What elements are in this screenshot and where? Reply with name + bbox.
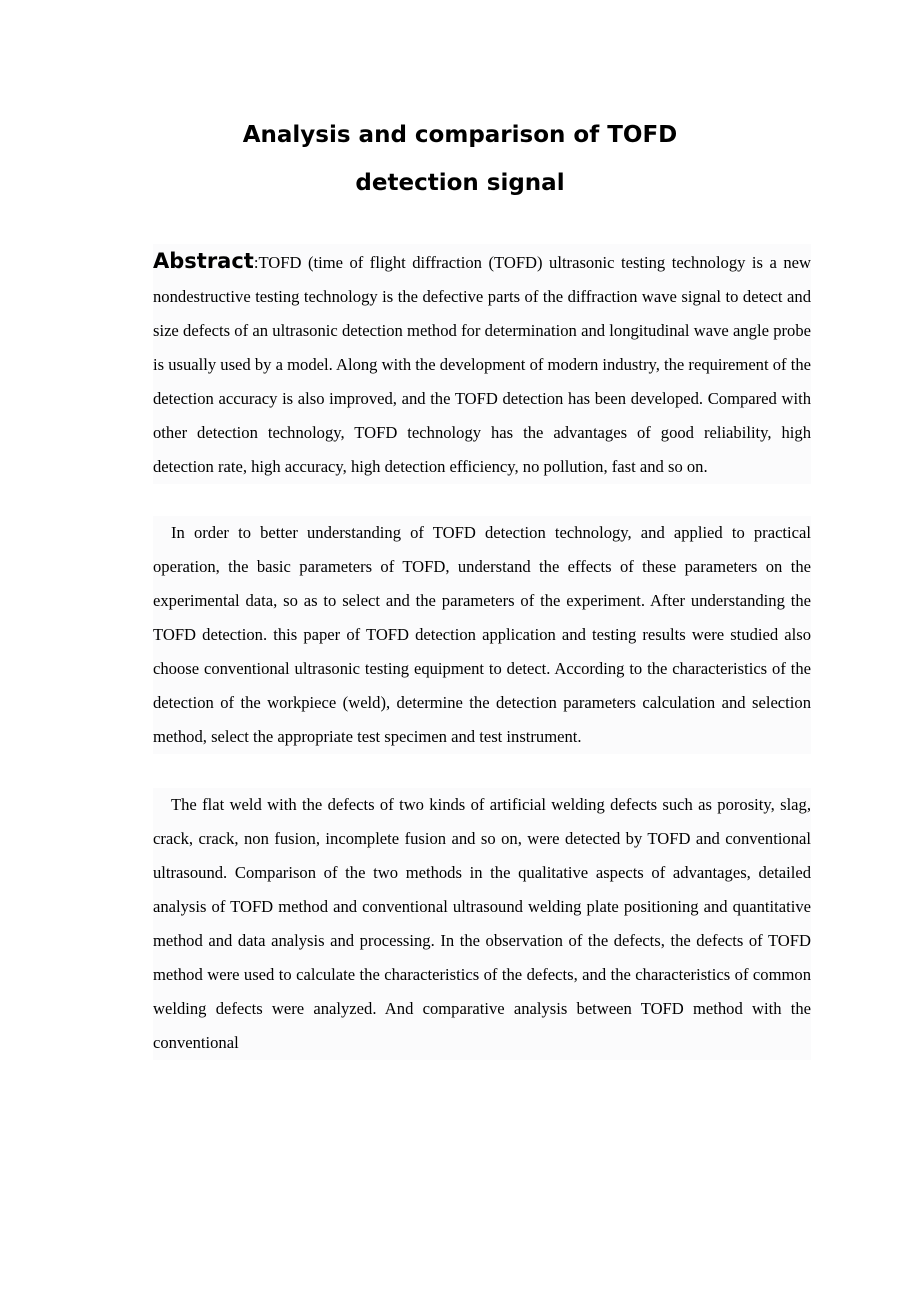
abstract-paragraph: [153, 244, 811, 484]
paragraph-3-text: The flat weld with the defects of two kinds of artificial welding defects such as porosity, slag, crack, crack, non fusion, incomplete fusion and so on, were detected by TOFD and conventional ultrasound. Comparison of the two methods in the qualitative aspects of advantages, detailed analysis of TOFD method and conventional ultrasound welding plate positioning and quantitative method and data analysis and processing. In the observation of the defects, the defects of TOFD method were used to calculate the characteristics of the defects, and the characteristics of common welding defects were analyzed. And comparative analysis between TOFD method with the conventional: [153, 795, 811, 1052]
document-title-line-1: Analysis and comparison of TOFD: [242, 122, 678, 148]
body-paragraph-3: [153, 788, 811, 1060]
body-paragraph-2: [153, 516, 811, 754]
paragraph-2-text: In order to better understanding of TOFD detection technology, and applied to practical operation, the basic parameters of TOFD, understand the effects of these parameters on the experimental data, so as to select and the parameters of the experiment. After understanding the TOFD detection. this paper of TOFD detection application and testing results were studied also choose conventional ultrasonic testing equipment to detect. According to the characteristics of the detection of the workpiece (weld), determine the detection parameters calculation and selection method, select the appropriate test specimen and test instrument.: [153, 523, 811, 746]
abstract-label: Abstract: [153, 249, 254, 273]
document-title-line-2: detection signal: [355, 170, 565, 196]
abstract-text: :TOFD (time of flight diffraction (TOFD) ultrasonic testing technology is a new nondestructive testing technology is the defective parts of the diffraction wave signal to detect and size defects of an ultrasonic detection method for determination and longitudinal wave angle probe is usually used by a model. Along with the development of modern industry, the requirement of the detection accuracy is also improved, and the TOFD detection has been developed. Compared with other detection technology, TOFD technology has the advantages of good reliability, high detection rate, high accuracy, high detection efficiency, no pollution, fast and so on.: [153, 253, 811, 476]
